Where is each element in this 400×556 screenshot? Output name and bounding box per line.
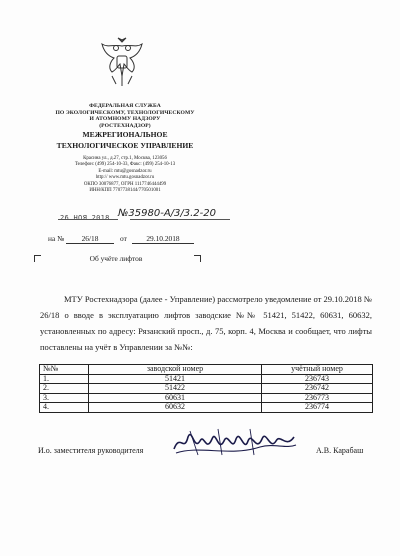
date-underline [58,219,118,220]
contact-address: Красина ул., д.27, стр.1, Москва, 123056 [83,156,167,161]
reference-number: 26/18 [66,234,114,244]
agency-line: И АТОМНОМУ НАДЗОРУ [89,116,161,122]
reference-na-label: на № [48,234,65,243]
department-line: МЕЖРЕГИОНАЛЬНОЕ [82,130,168,139]
row-index: 1. [40,374,89,384]
contact-email: E-mail: mtu@gosnadzor.ru [98,168,152,174]
agency-line: (РОСТЕХНАДЗОР) [99,122,151,129]
contact-okpo: ОКПО 30076877, ОГРН 1117746444499 [83,181,167,187]
factory-number: 60631 [89,393,262,403]
table-row [40,403,373,413]
row-index: 2. [40,384,89,394]
registration-number: 236773 [262,393,373,403]
reference-date: 29.10.2018 [132,234,194,244]
outgoing-number: №35980-А/3/3.2-20 [118,208,216,219]
factory-number: 51422 [89,384,262,394]
registration-number: 236742 [262,384,373,394]
agency-header [50,103,200,150]
factory-number: 60632 [89,403,262,413]
signatory-position: И.о. заместителя руководителя [38,446,144,455]
subject-corner-right [194,255,201,262]
contact-inn: ИНН/КПП 7707738144/770501001 [89,188,161,194]
letter-body: МТУ Ростехнадзора (далее - Управление) рассмотрело уведомление от 29.10.2018 № 26/18 о вводе в эксплуатацию лифтов заводские №№ 51421, 51422, 60631, 60632, установленных по адресу: Рязанский просп., д. 75, корп. 4, Москва и сообщает, что лифты поставлены на учёт в Управлении за №№: [40,294,372,352]
agency-line: ФЕДЕРАЛЬНАЯ СЛУЖБА [89,103,161,109]
contact-block [50,156,200,194]
contact-website: http:// www.mtu.gosnadzor.ru [95,175,155,181]
contact-phone: Телефон: (499) 254-10-33, Факс: (499) 254-10-13 [74,162,176,168]
number-underline [130,219,230,220]
coat-of-arms-emblem [100,36,144,88]
column-header-index: №№ [40,365,89,375]
registration-number: 236743 [262,374,373,384]
agency-line: ПО ЭКОЛОГИЧЕСКОМУ, ТЕХНОЛОГИЧЕСКОМУ [55,109,195,116]
registration-number: 236774 [262,403,373,413]
signatory-name: А.В. Карабаш [316,446,364,455]
table-row [40,384,373,394]
department-line: ТЕХНОЛОГИЧЕСКОЕ УПРАВЛЕНИЕ [56,140,194,150]
reference-ot-label: от [120,234,127,243]
column-header-factory-number: заводской номер [89,365,262,375]
row-index: 3. [40,393,89,403]
outgoing-date-stamp: 26 НОЯ 2018 [60,214,110,222]
elevator-registration-table [39,364,373,413]
column-header-registration-number: учётный номер [262,365,373,375]
factory-number: 51421 [89,374,262,384]
row-index: 4. [40,403,89,413]
table-header-row [40,365,373,375]
letter-subject: Об учёте лифтов [89,254,143,263]
handwritten-signature [170,423,300,459]
